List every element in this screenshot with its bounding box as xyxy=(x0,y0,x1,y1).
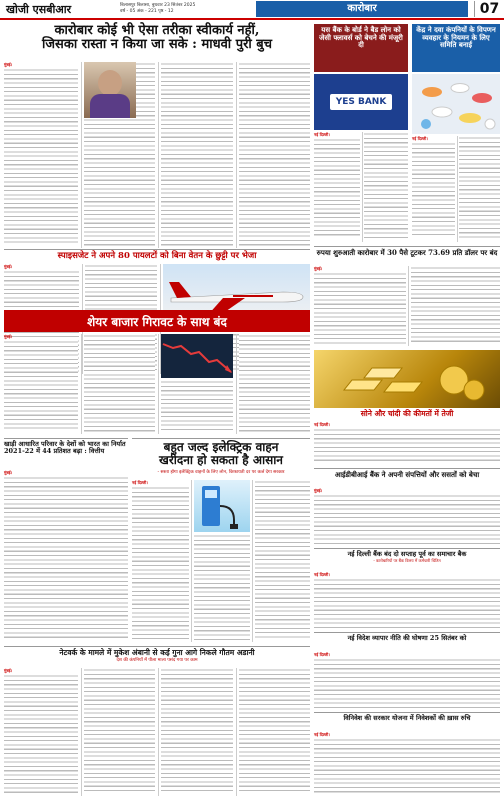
issue-date: बिलासपुर बिलासा, बुधवार 23 सितंबर 2025 xyxy=(120,3,196,8)
bankvote-headline: नई दिल्ली बैंक बंद दो सप्ताह पूर्व का समाचार बैक xyxy=(347,550,467,558)
retail-text xyxy=(314,658,500,708)
reliance-body xyxy=(4,668,310,796)
gold-body xyxy=(314,422,500,466)
pharma-dateline: नई दिल्ली। xyxy=(412,136,428,141)
ev-charger-photo xyxy=(194,480,250,532)
reliance-text-col3 xyxy=(161,668,233,794)
market-chart-photo xyxy=(161,334,233,378)
yesbank-photo xyxy=(314,74,408,130)
rupee-story xyxy=(314,246,500,257)
bankvote-text xyxy=(314,578,500,628)
market-text-col2 xyxy=(84,334,155,432)
reliance-text-col1 xyxy=(4,674,78,794)
issue-meta xyxy=(120,3,250,15)
ev-charger-icon xyxy=(194,480,250,532)
pharma-text-col2 xyxy=(459,136,501,240)
yesbank-text-col1 xyxy=(314,138,360,238)
ev-subhead: - सस्ता होगा इलेक्ट्रिक वाहनों के लिए लोन, किफायती दर पर कर्ज देगा सरकार xyxy=(157,470,285,476)
spicejet-dateline: मुंबई। xyxy=(4,264,13,269)
lead-text-col1 xyxy=(4,68,78,244)
rupee-dateline: मुंबई। xyxy=(314,266,323,271)
bankvote-story xyxy=(314,548,500,564)
pharma-band xyxy=(412,24,500,72)
nacl-headline: आईडीबीआई बैंक ने अपनी संपत्तियों और ससतों को बेचा xyxy=(334,470,480,479)
market-body xyxy=(4,334,310,434)
lead-story xyxy=(4,24,310,53)
edu-dateline: मुंबई। xyxy=(4,470,13,475)
gold-bars-icon xyxy=(314,350,500,408)
reliance-dateline: मुंबई। xyxy=(4,668,13,673)
gold-headline: सोने और चांदी की कीमतों में तेजी xyxy=(360,409,454,418)
ev-headline-2: खरीदना हो सकता है आसान xyxy=(159,453,283,468)
market-text-col1 xyxy=(4,340,78,432)
market-dateline: मुंबई। xyxy=(4,334,13,339)
invest-dateline: नई दिल्ली। xyxy=(314,732,330,737)
gold-dateline: नई दिल्ली। xyxy=(314,422,330,427)
pills-icon xyxy=(412,74,500,134)
pharma-text-col1 xyxy=(412,142,455,238)
rupee-text-col1 xyxy=(314,272,406,344)
ev-text-col3 xyxy=(255,480,310,640)
market-text-col3 xyxy=(161,380,233,432)
lead-text-col4 xyxy=(239,62,311,248)
page-header xyxy=(0,0,504,20)
market-headline: शेयर बाजार गिरावट के साथ बंद xyxy=(87,314,227,329)
gold-story xyxy=(314,410,500,418)
nacl-text xyxy=(314,494,500,544)
market-band xyxy=(4,310,310,332)
pharma-body xyxy=(412,136,500,242)
retail-dateline: नई दिल्ली। xyxy=(314,652,330,657)
bankvote-subhead: - कारोबारियों पर बैंक विलय में कर्मचारी चिंतित xyxy=(373,558,441,564)
reliance-text-col2 xyxy=(84,668,156,794)
lead-text-col3 xyxy=(161,62,233,248)
lead-photo xyxy=(84,62,136,118)
ev-dateline: नई दिल्ली। xyxy=(132,480,148,485)
lead-headline-1: कारोबार कोई भी ऐसा तरीका स्वीकार्य नहीं, xyxy=(54,23,260,38)
paper-name: खोजी एसबीआर xyxy=(6,2,72,16)
gold-text xyxy=(314,428,500,464)
stock-chart-icon xyxy=(161,334,233,378)
market-text-col4 xyxy=(239,334,310,432)
edu-text xyxy=(4,476,128,640)
reliance-story xyxy=(4,646,310,663)
page-number: 07 xyxy=(474,1,504,17)
rupee-text-col2 xyxy=(411,266,501,344)
yesbank-text-col2 xyxy=(364,132,409,240)
ev-headline-1: बहुत जल्द इलेक्ट्रिक वाहन xyxy=(163,440,279,454)
bankvote-body xyxy=(314,572,500,630)
invest-story xyxy=(314,712,500,722)
gold-photo xyxy=(314,350,500,408)
invest-body xyxy=(314,732,500,796)
rupee-headline: रुपया शुरुआती कारोबार में 30 पैसे टूटकर 73.69 प्रति डॉलर पर बंद xyxy=(316,248,498,257)
ev-text-col1 xyxy=(132,486,189,640)
yesbank-dateline: नई दिल्ली। xyxy=(314,132,330,137)
nacl-story xyxy=(314,468,500,479)
lead-headline-2: जिसका रास्ता न किया जा सके : माधवी पुरी बुच xyxy=(42,37,272,53)
lead-dateline: मुंबई। xyxy=(4,62,13,67)
nacl-body xyxy=(314,488,500,546)
yesbank-body xyxy=(314,132,408,242)
edu-body xyxy=(4,470,128,642)
nacl-dateline: मुंबई। xyxy=(314,488,323,493)
retail-body xyxy=(314,652,500,710)
reliance-headline: नेटवर्क के मामले में मुकेश अंबानी से कई गुना आगे निकले गौतम अडानी xyxy=(59,648,255,657)
ev-story xyxy=(132,438,310,475)
invest-text xyxy=(314,738,500,794)
reliance-text-col4 xyxy=(239,668,311,794)
yesbank-headline: यस बैंक के बोर्ड ने बैड लोन को जेसी फ्लावर्स को बेचने की मंजूरी दी xyxy=(319,25,403,50)
bankvote-dateline: नई दिल्ली। xyxy=(314,572,330,577)
issue-number: वर्ष - 05 अंक - 221 पृष्ठ - 12 xyxy=(120,9,174,14)
invest-headline: विनिवेश की सरकार योजना में निवेशकों की ख़ास रुचि xyxy=(343,714,471,722)
lead-body xyxy=(4,62,310,248)
spicejet-story xyxy=(4,249,310,261)
pharma-photo xyxy=(412,74,500,134)
ev-text-col2 xyxy=(194,534,250,640)
edu-headline: खाड़ी आधारित परिवार के देशों को भारत का निर्यात 2021-22 में 44 प्रतिशत बढ़ा : वित्तीय xyxy=(4,440,126,456)
retail-headline: नई विदेश व्यापार नीति की घोषणा 25 सितंबर को xyxy=(347,634,467,642)
rupee-body xyxy=(314,266,500,346)
spicejet-headline: स्पाइसजेट ने अपने 80 पायलटों को बिना वेतन के छुट्टी पर भेजा xyxy=(57,251,257,261)
pharma-headline: केंद्र ने दवा कंपनियों के विपणन व्यवहार के नियमन के लिए समिति बनाई xyxy=(416,25,496,50)
yesbank-band xyxy=(314,24,408,72)
retail-story xyxy=(314,632,500,642)
ev-body xyxy=(132,480,310,642)
yesbank-logo: YES BANK xyxy=(330,94,393,110)
section-title: कारोबार xyxy=(256,1,468,17)
edu-story xyxy=(4,438,128,455)
reliance-subhead: देश की कंपनियों में पीला माला पसंद गया पर काम xyxy=(116,658,198,664)
